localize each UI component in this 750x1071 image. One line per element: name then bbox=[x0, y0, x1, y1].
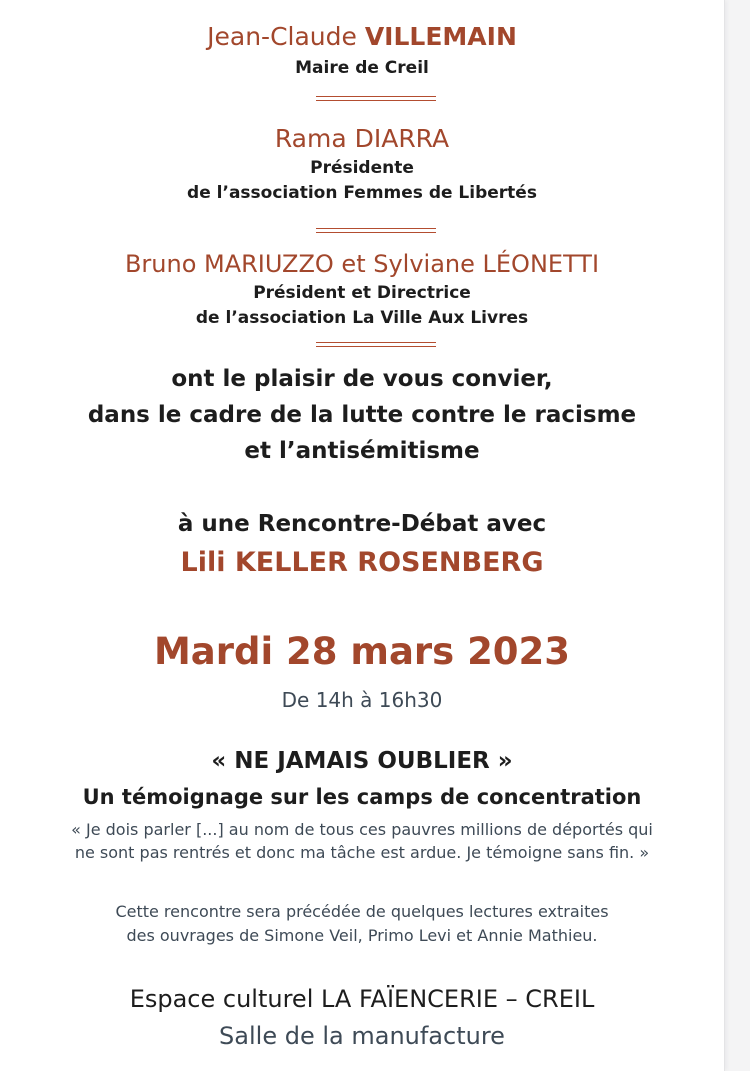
host-3-role: Président et Directrice bbox=[253, 283, 471, 303]
host-1-role: Maire de Creil bbox=[295, 58, 429, 78]
host-2-name: Rama DIARRA bbox=[274, 124, 450, 153]
separator-1 bbox=[316, 96, 436, 101]
event-time: De 14h à 16h30 bbox=[281, 688, 443, 712]
invitation-line-1: ont le plaisir de vous convier, bbox=[171, 366, 553, 392]
guest-name: Lili KELLER ROSENBERG bbox=[180, 547, 544, 578]
separator-2 bbox=[316, 228, 436, 233]
talk-title: « NE JAMAIS OUBLIER » bbox=[211, 748, 513, 774]
host-2-organization: de l’association Femmes de Libertés bbox=[187, 183, 537, 203]
venue-room: Salle de la manufacture bbox=[219, 1022, 505, 1050]
venue-name: Espace culturel LA FAÏENCERIE – CREIL bbox=[129, 985, 595, 1013]
invitation-line-2: dans le cadre de la lutte contre le racisme bbox=[87, 402, 637, 428]
note-line-1: Cette rencontre sera précédée de quelques lectures extraites bbox=[115, 902, 609, 921]
event-date: Mardi 28 mars 2023 bbox=[153, 630, 571, 673]
host-1-first-name: Jean-Claude bbox=[207, 22, 365, 51]
separator-3 bbox=[316, 342, 436, 347]
note-line-2: des ouvrages de Simone Veil, Primo Levi et Annie Mathieu. bbox=[126, 926, 598, 945]
invitation-line-3: et l’antisémitisme bbox=[244, 438, 480, 464]
host-1-name bbox=[0, 22, 724, 51]
host-1-last-name: VILLEMAIN bbox=[364, 22, 517, 51]
host-3-name: Bruno MARIUZZO et Sylviane LÉONETTI bbox=[124, 250, 600, 278]
event-intro: à une Rencontre-Débat avec bbox=[177, 511, 547, 537]
quote-line-2: ne sont pas rentrés et donc ma tâche est ardue. Je témoigne sans fin. » bbox=[74, 843, 650, 862]
host-3-organization: de l’association La Ville Aux Livres bbox=[195, 308, 529, 328]
host-2-role: Présidente bbox=[310, 158, 414, 178]
quote-line-1: « Je dois parler [...] au nom de tous ces pauvres millions de déportés qui bbox=[71, 820, 653, 839]
talk-subtitle: Un témoignage sur les camps de concentration bbox=[82, 785, 642, 809]
